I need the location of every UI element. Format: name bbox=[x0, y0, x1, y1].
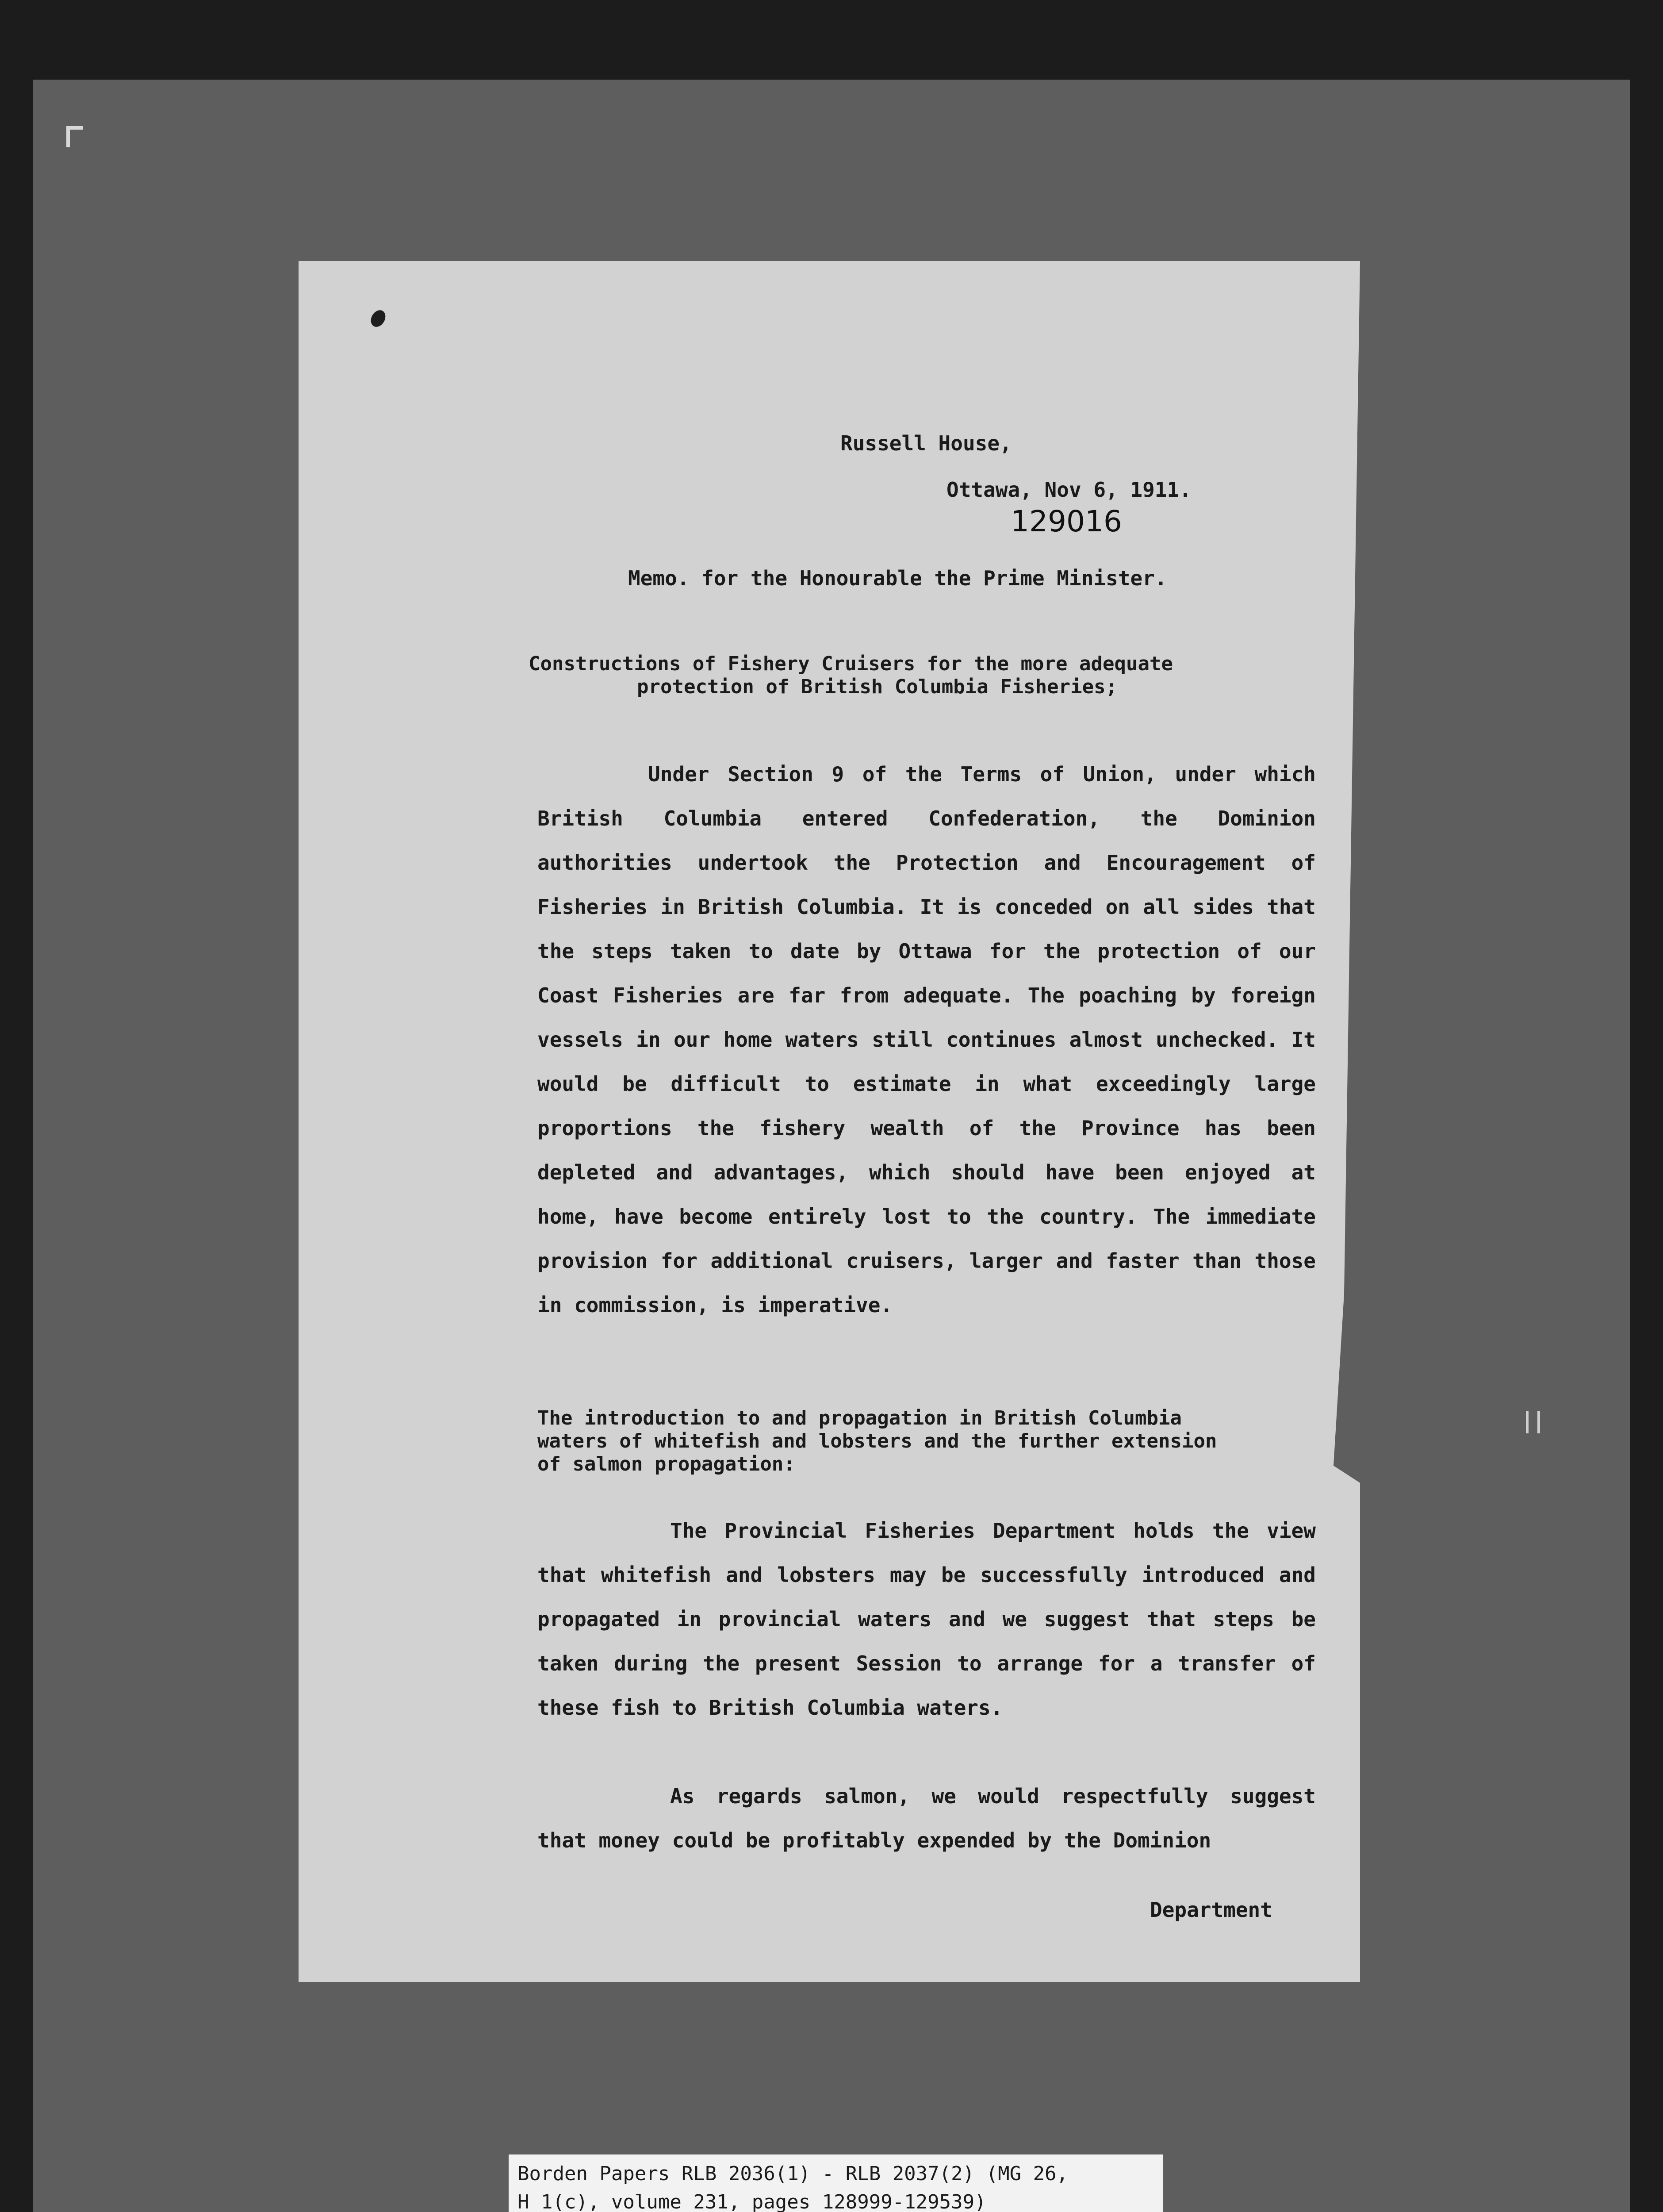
margin-tick-mark bbox=[1526, 1411, 1540, 1433]
citation-line-1: Borden Papers RLB 2036(1) - RLB 2037(2) (MG 26, bbox=[517, 2162, 1069, 2185]
heading-2-line-1: The introduction to and propagation in British Columbia bbox=[537, 1407, 1182, 1429]
catchword: Department bbox=[1150, 1898, 1272, 1922]
citation-label bbox=[509, 2154, 1163, 2212]
paragraph-2: The Provincial Fisheries Department holds the view that whitefish and lobsters may be successfully introduced and propagated in provincial waters and we suggest that steps be taken during the present Session to arrange for a transfer of these fish to British Columbia waters. bbox=[537, 1519, 1316, 1720]
stamp-number: 129016 bbox=[1011, 504, 1122, 538]
memo-line: Memo. for the Honourable the Prime Minister. bbox=[628, 566, 1167, 590]
paragraph-1: Under Section 9 of the Terms of Union, under which British Columbia entered Confederation, the Dominion authorities undertook the Protection and Encouragement of Fisheries in British Columbia. It is conceded on all sides that the steps taken to date by Ottawa for the protection of our Coast Fisheries are far from adequate. The poaching by foreign vessels in our home waters still continues almost unchecked. It would be difficult to estimate in what exceedingly large proportions the fishery wealth of the Province has been depleted and advantages, which should have been enjoyed at home, have become entirely lost to the country. The immediate provision for additional cruisers, larger and faster than those in commission, is imperative. bbox=[537, 762, 1316, 1317]
address-line-1: Russell House, bbox=[840, 431, 1012, 455]
heading-2-line-3: of salmon propagation: bbox=[537, 1453, 795, 1475]
corner-crop-mark bbox=[66, 126, 83, 147]
heading-1-line-1: Constructions of Fishery Cruisers for the more adequate bbox=[529, 653, 1173, 675]
heading-1-line-2: protection of British Columbia Fisheries; bbox=[637, 676, 1118, 698]
citation-line-2: H 1(c), volume 231, pages 128999-129539) bbox=[517, 2191, 986, 2212]
paragraph-3: As regards salmon, we would respectfully suggest that money could be profitably expended by the Dominion bbox=[537, 1784, 1316, 1852]
heading-2-line-2: waters of whitefish and lobsters and the further extension bbox=[537, 1430, 1217, 1452]
address-line-2: Ottawa, Nov 6, 1911. bbox=[946, 478, 1192, 502]
